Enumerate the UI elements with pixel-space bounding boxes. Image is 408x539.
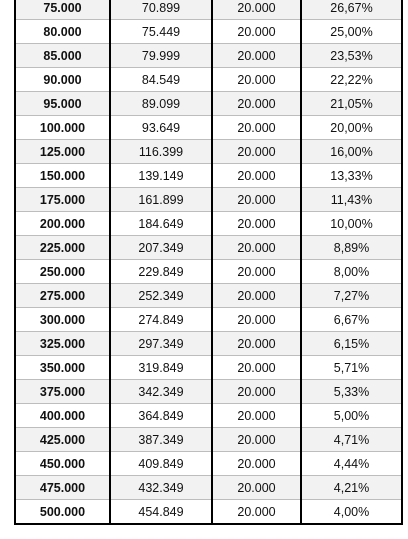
percentage-cell: 6,15% <box>301 332 402 356</box>
percentage-cell: 8,89% <box>301 236 402 260</box>
table-row <box>15 164 402 188</box>
amount-cell: 125.000 <box>15 140 110 164</box>
percentage-cell: 20,00% <box>301 116 402 140</box>
table-row <box>15 500 402 525</box>
amount-cell: 85.000 <box>15 44 110 68</box>
fixed-amount-cell: 20.000 <box>212 308 301 332</box>
net-amount-cell: 297.349 <box>110 332 212 356</box>
net-amount-cell: 75.449 <box>110 20 212 44</box>
amount-cell: 200.000 <box>15 212 110 236</box>
percentage-cell: 11,43% <box>301 188 402 212</box>
fixed-amount-cell: 20.000 <box>212 380 301 404</box>
fixed-amount-cell: 20.000 <box>212 500 301 525</box>
amount-cell: 250.000 <box>15 260 110 284</box>
net-amount-cell: 274.849 <box>110 308 212 332</box>
table-row <box>15 20 402 44</box>
fixed-amount-cell: 20.000 <box>212 68 301 92</box>
net-amount-cell: 252.349 <box>110 284 212 308</box>
net-amount-cell: 207.349 <box>110 236 212 260</box>
amount-cell: 350.000 <box>15 356 110 380</box>
amount-cell: 450.000 <box>15 452 110 476</box>
percentage-cell: 4,00% <box>301 500 402 525</box>
percentage-cell: 6,67% <box>301 308 402 332</box>
net-amount-cell: 184.649 <box>110 212 212 236</box>
net-amount-cell: 161.899 <box>110 188 212 212</box>
net-amount-cell: 387.349 <box>110 428 212 452</box>
fixed-amount-cell: 20.000 <box>212 260 301 284</box>
table-row <box>15 0 402 20</box>
table-row <box>15 92 402 116</box>
fixed-amount-cell: 20.000 <box>212 92 301 116</box>
fixed-amount-cell: 20.000 <box>212 0 301 20</box>
percentage-cell: 25,00% <box>301 20 402 44</box>
table-row <box>15 332 402 356</box>
table-row <box>15 476 402 500</box>
net-amount-cell: 409.849 <box>110 452 212 476</box>
net-amount-cell: 229.849 <box>110 260 212 284</box>
fixed-amount-cell: 20.000 <box>212 116 301 140</box>
fixed-amount-cell: 20.000 <box>212 212 301 236</box>
percentage-cell: 13,33% <box>301 164 402 188</box>
fixed-amount-cell: 20.000 <box>212 284 301 308</box>
table-row <box>15 380 402 404</box>
net-amount-cell: 116.399 <box>110 140 212 164</box>
percentage-cell: 5,00% <box>301 404 402 428</box>
amount-cell: 275.000 <box>15 284 110 308</box>
table-row <box>15 212 402 236</box>
percentage-cell: 8,00% <box>301 260 402 284</box>
table-row <box>15 284 402 308</box>
percentage-cell: 4,44% <box>301 452 402 476</box>
data-table <box>14 0 403 525</box>
fixed-amount-cell: 20.000 <box>212 332 301 356</box>
amount-cell: 400.000 <box>15 404 110 428</box>
data-table-container <box>14 0 401 525</box>
amount-cell: 90.000 <box>15 68 110 92</box>
amount-cell: 475.000 <box>15 476 110 500</box>
percentage-cell: 5,71% <box>301 356 402 380</box>
amount-cell: 80.000 <box>15 20 110 44</box>
fixed-amount-cell: 20.000 <box>212 428 301 452</box>
percentage-cell: 10,00% <box>301 212 402 236</box>
net-amount-cell: 139.149 <box>110 164 212 188</box>
fixed-amount-cell: 20.000 <box>212 44 301 68</box>
fixed-amount-cell: 20.000 <box>212 476 301 500</box>
table-row <box>15 260 402 284</box>
fixed-amount-cell: 20.000 <box>212 140 301 164</box>
net-amount-cell: 454.849 <box>110 500 212 525</box>
percentage-cell: 7,27% <box>301 284 402 308</box>
fixed-amount-cell: 20.000 <box>212 236 301 260</box>
amount-cell: 425.000 <box>15 428 110 452</box>
amount-cell: 300.000 <box>15 308 110 332</box>
amount-cell: 375.000 <box>15 380 110 404</box>
fixed-amount-cell: 20.000 <box>212 356 301 380</box>
amount-cell: 100.000 <box>15 116 110 140</box>
table-row <box>15 236 402 260</box>
amount-cell: 95.000 <box>15 92 110 116</box>
amount-cell: 325.000 <box>15 332 110 356</box>
net-amount-cell: 364.849 <box>110 404 212 428</box>
percentage-cell: 22,22% <box>301 68 402 92</box>
table-body <box>15 0 402 524</box>
percentage-cell: 5,33% <box>301 380 402 404</box>
net-amount-cell: 432.349 <box>110 476 212 500</box>
net-amount-cell: 84.549 <box>110 68 212 92</box>
percentage-cell: 21,05% <box>301 92 402 116</box>
amount-cell: 175.000 <box>15 188 110 212</box>
fixed-amount-cell: 20.000 <box>212 164 301 188</box>
table-row <box>15 428 402 452</box>
table-row <box>15 44 402 68</box>
net-amount-cell: 342.349 <box>110 380 212 404</box>
table-row <box>15 452 402 476</box>
amount-cell: 225.000 <box>15 236 110 260</box>
amount-cell: 500.000 <box>15 500 110 525</box>
table-row <box>15 356 402 380</box>
table-row <box>15 140 402 164</box>
net-amount-cell: 319.849 <box>110 356 212 380</box>
fixed-amount-cell: 20.000 <box>212 452 301 476</box>
net-amount-cell: 79.999 <box>110 44 212 68</box>
table-row <box>15 308 402 332</box>
amount-cell: 75.000 <box>15 0 110 20</box>
fixed-amount-cell: 20.000 <box>212 20 301 44</box>
percentage-cell: 26,67% <box>301 0 402 20</box>
table-row <box>15 68 402 92</box>
fixed-amount-cell: 20.000 <box>212 404 301 428</box>
table-row <box>15 116 402 140</box>
net-amount-cell: 70.899 <box>110 0 212 20</box>
percentage-cell: 4,71% <box>301 428 402 452</box>
percentage-cell: 23,53% <box>301 44 402 68</box>
amount-cell: 150.000 <box>15 164 110 188</box>
fixed-amount-cell: 20.000 <box>212 188 301 212</box>
percentage-cell: 4,21% <box>301 476 402 500</box>
percentage-cell: 16,00% <box>301 140 402 164</box>
net-amount-cell: 93.649 <box>110 116 212 140</box>
table-row <box>15 188 402 212</box>
table-row <box>15 404 402 428</box>
net-amount-cell: 89.099 <box>110 92 212 116</box>
